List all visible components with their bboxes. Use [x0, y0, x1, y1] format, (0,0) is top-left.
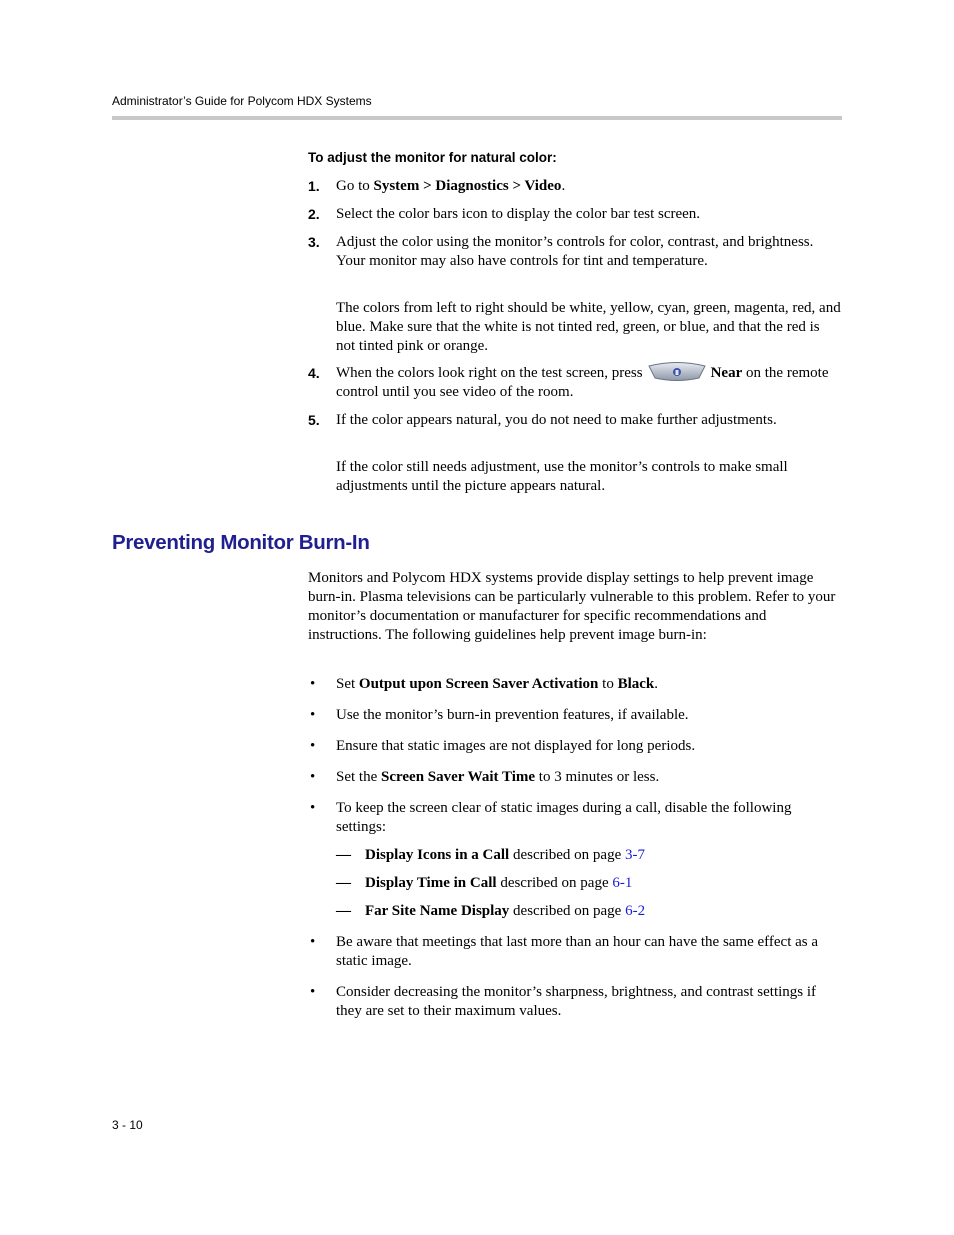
- menu-path: System > Diagnostics > Video: [373, 178, 562, 194]
- bullet-mark: •: [310, 676, 316, 692]
- header-rule: [112, 116, 842, 120]
- page-link-6-2[interactable]: 6-2: [625, 903, 646, 919]
- near-label: Near: [710, 365, 743, 381]
- step-2: 2. Select the color bars icon to display the color bar test screen.: [308, 206, 701, 222]
- bullet-mark: •: [310, 738, 316, 754]
- page-link-3-7[interactable]: 3-7: [625, 847, 645, 863]
- step-1: 1. Go to System > Diagnostics > Video.: [308, 178, 566, 194]
- list-item: • Ensure that static images are not displayed for long periods.: [310, 738, 696, 754]
- dash-mark: —: [336, 875, 351, 891]
- step-number: 5.: [308, 412, 320, 428]
- running-header: Administrator’s Guide for Polycom HDX Systems: [112, 94, 372, 108]
- bullet-mark: •: [310, 934, 316, 950]
- sub-list-item: — Display Icons in a Call described on page 3-7: [336, 847, 645, 863]
- list-item: • To keep the screen clear of static images during a call, disable the following settings:: [310, 800, 792, 835]
- section-intro: Monitors and Polycom HDX systems provide display settings to help prevent image burn-in. Plasma televisions can be particularly vulnerable to this problem. Refer to your monitor’s documentation or manufacturer for specific recommendations and instructions. The following guidelines help prevent image burn-in:: [308, 570, 836, 643]
- page-link-6-1[interactable]: 6-1: [612, 875, 633, 891]
- near-button-icon: [647, 361, 707, 383]
- sub-list-item: — Display Time in Call described on page 6-1: [336, 875, 633, 891]
- step-5: 5. If the color appears natural, you do not need to make further adjustments.: [308, 412, 777, 428]
- step-5-note: If the color still needs adjustment, use the monitor’s controls to make small adjustments until the picture appears natural.: [336, 459, 788, 494]
- step-3-note: The colors from left to right should be white, yellow, cyan, green, magenta, red, and blue. Make sure that the white is not tinted red, green, or blue, and that the red is not tinted pink or orange.: [336, 300, 841, 354]
- dash-mark: —: [336, 903, 351, 919]
- page-number: 3 - 10: [112, 1118, 143, 1132]
- step-number: 2.: [308, 206, 320, 222]
- section-title: Preventing Monitor Burn-In: [112, 531, 370, 554]
- step-number: 3.: [308, 234, 320, 250]
- step-number: 1.: [308, 178, 320, 194]
- list-item: • Set Output upon Screen Saver Activation to Black.: [310, 676, 659, 692]
- list-item: • Be aware that meetings that last more than an hour can have the same effect as a static image.: [310, 934, 819, 969]
- step-number: 4.: [308, 365, 320, 381]
- dash-mark: —: [336, 847, 351, 863]
- sub-list-item: — Far Site Name Display described on page 6-2: [336, 903, 646, 919]
- list-item: • Set the Screen Saver Wait Time to 3 minutes or less.: [310, 769, 660, 785]
- step-4: 4. When the colors look right on the test screen, press Near on the remote control until you see video of the room.: [308, 364, 842, 402]
- bullet-mark: •: [310, 984, 316, 1000]
- bullet-mark: •: [310, 707, 316, 723]
- list-item: • Consider decreasing the monitor’s sharpness, brightness, and contrast settings if they are set to their maximum values.: [310, 984, 817, 1019]
- step-3: 3. Adjust the color using the monitor’s controls for color, contrast, and brightness. Your monitor may also have controls for tint and temperature.: [308, 234, 814, 269]
- bullet-mark: •: [310, 800, 316, 816]
- list-item: • Use the monitor’s burn-in prevention features, if available.: [310, 707, 689, 723]
- procedure-title: To adjust the monitor for natural color:: [308, 150, 557, 165]
- bullet-mark: •: [310, 769, 316, 785]
